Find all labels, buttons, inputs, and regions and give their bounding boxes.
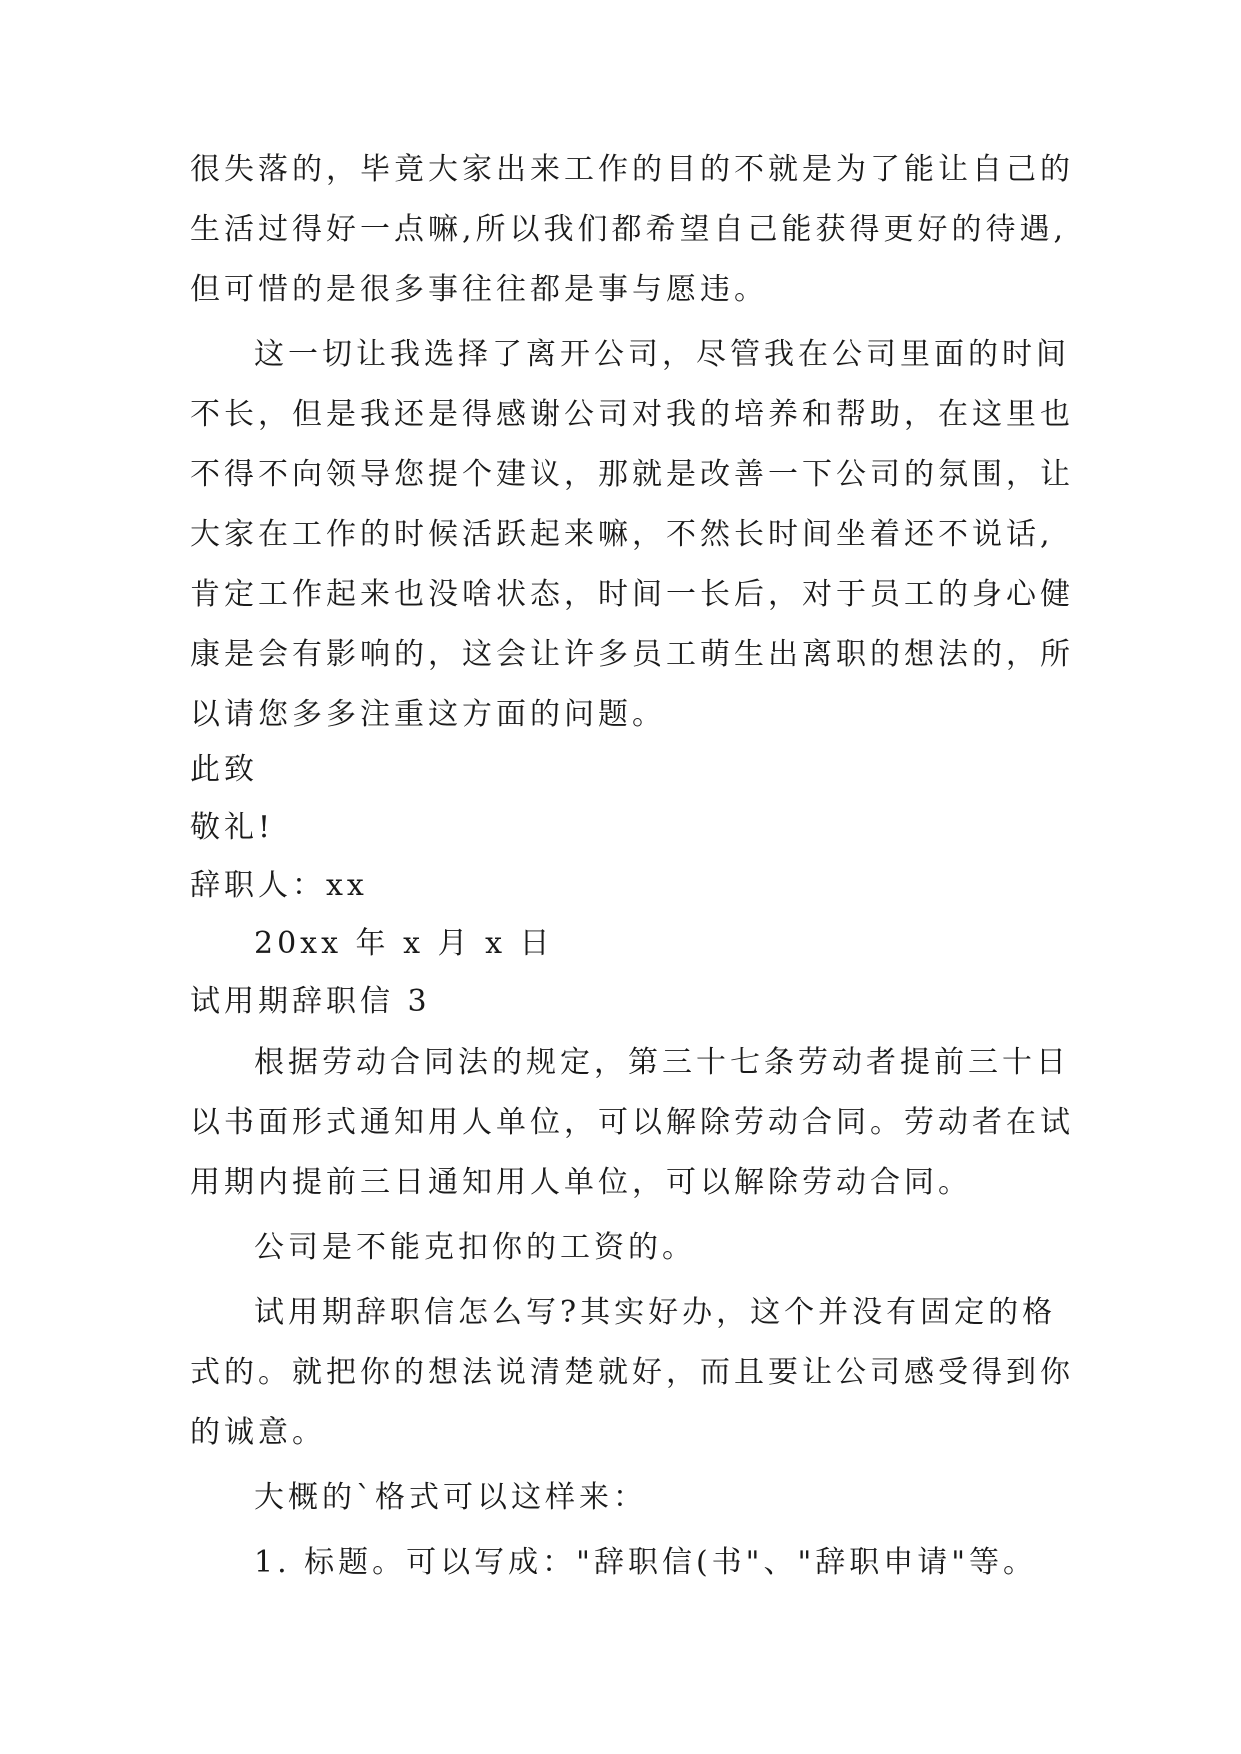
text-line: 康是会有影响的，这会让许多员工萌生出离职的想法的，所 [190, 637, 1074, 672]
text-line: 大家在工作的时候活跃起来嘛，不然长时间坐着还不说话, [190, 517, 1054, 552]
text-line: 以书面形式通知用人单位，可以解除劳动合同。劳动者在试 [190, 1105, 1074, 1140]
text-line: 的诚意。 [190, 1415, 326, 1450]
date-line: 20xx 年 x 月 x 日 [254, 926, 554, 961]
text-line: 不得不向领导您提个建议，那就是改善一下公司的氛围，让 [190, 457, 1074, 492]
paragraph-first-line: 根据劳动合同法的规定，第三十七条劳动者提前三十日 [254, 1045, 1070, 1080]
text-line: 用期内提前三日通知用人单位，可以解除劳动合同。 [190, 1165, 972, 1200]
paragraph-first-line: 试用期辞职信怎么写?其实好办，这个并没有固定的格 [254, 1295, 1057, 1330]
text-line: 不长，但是我还是得感谢公司对我的培养和帮助，在这里也 [190, 397, 1074, 432]
text-line: 式的。就把你的想法说清楚就好，而且要让公司感受得到你 [190, 1355, 1074, 1390]
closing-regards: 敬礼! [190, 810, 275, 845]
paragraph-first-line: 公司是不能克扣你的工资的。 [254, 1230, 696, 1265]
list-item: 1. 标题。可以写成："辞职信(书"、"辞职申请"等。 [254, 1545, 1038, 1580]
paragraph-first-line: 这一切让我选择了离开公司，尽管我在公司里面的时间 [254, 337, 1070, 372]
text-line: 以请您多多注重这方面的问题。 [190, 697, 666, 732]
text-line: 生活过得好一点嘛,所以我们都希望自己能获得更好的待遇, [190, 212, 1068, 247]
text-line: 但可惜的是很多事往往都是事与愿违。 [190, 272, 768, 307]
signature-line: 辞职人：xx [190, 868, 368, 903]
text-line: 肯定工作起来也没啥状态，时间一长后，对于员工的身心健 [190, 577, 1074, 612]
paragraph-first-line: 大概的`格式可以这样来： [254, 1480, 647, 1515]
section-title: 试用期辞职信 3 [190, 984, 431, 1019]
text-line: 很失落的，毕竟大家出来工作的目的不就是为了能让自己的 [190, 152, 1074, 187]
closing-salutation: 此致 [190, 752, 258, 787]
